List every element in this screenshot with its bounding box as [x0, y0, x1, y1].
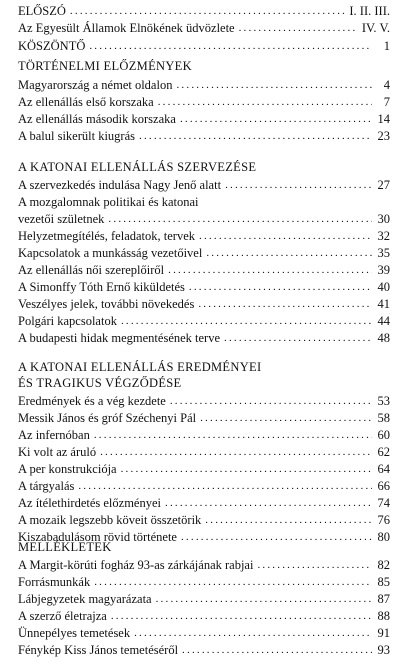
toc-entry-page: 76 — [377, 513, 390, 527]
toc-entry-page: I. II. III. — [349, 4, 390, 18]
toc-entry-title: A mozgalomnak politikai és katonai — [18, 195, 199, 209]
toc-entry-page: 82 — [377, 558, 390, 572]
toc-entry-page: 30 — [377, 212, 390, 226]
toc-entry-page: 48 — [377, 331, 390, 345]
dot-leader — [205, 513, 372, 527]
dot-leader — [156, 592, 372, 606]
dot-leader — [108, 212, 372, 226]
dot-leader — [168, 263, 372, 277]
toc-entry-page: 74 — [377, 496, 390, 510]
toc-front-entry — [18, 19, 390, 35]
dot-leader — [198, 297, 372, 311]
dot-leader — [89, 39, 372, 53]
toc-entry-title: KÖSZÖNTŐ — [18, 39, 86, 53]
dot-leader — [225, 178, 372, 192]
toc-entry-title: Az ellenállás második korszaka — [18, 112, 176, 126]
dot-leader — [182, 643, 372, 657]
section-heading: MELLÉKLETEK — [18, 540, 112, 554]
toc-entry — [18, 392, 390, 408]
toc-entry-page: 85 — [377, 575, 390, 589]
dot-leader — [100, 445, 372, 459]
toc-entry-page: 53 — [377, 394, 390, 408]
toc-entry-page: 80 — [377, 530, 390, 544]
toc-entry-page: IV. V. — [361, 21, 390, 35]
dot-leader — [158, 95, 372, 109]
toc-entry-page: 14 — [377, 112, 390, 126]
toc-entry-title: Fénykép Kiss János temetéséről — [18, 643, 179, 657]
section-heading: A KATONAI ELLENÁLLÁS SZERVEZÉSE — [18, 160, 257, 174]
toc-entry-title: A szerző életrajza — [18, 609, 107, 623]
dot-leader — [94, 428, 372, 442]
dot-leader — [170, 394, 372, 408]
toc-entry-page: 39 — [377, 263, 390, 277]
toc-entry — [18, 244, 390, 260]
toc-entry — [18, 460, 390, 476]
toc-entry-title: Kiszabadulásom rövid története — [18, 530, 177, 544]
toc-entry — [18, 261, 390, 277]
toc-entry-title: A balul sikerült kiugrás — [18, 129, 135, 143]
dot-leader — [199, 229, 372, 243]
dot-leader — [200, 411, 372, 425]
toc-entry-page: 93 — [377, 643, 390, 657]
toc-entry — [18, 312, 390, 328]
toc-front-entry — [18, 37, 390, 53]
section-heading: A KATONAI ELLENÁLLÁS EREDMÉNYEI — [18, 360, 262, 374]
toc-entry-title: Messik János és gróf Széchenyi Pál — [18, 411, 197, 425]
toc-entry-title: A budapesti hidak megmentésének terve — [18, 331, 221, 345]
toc-entry-page: 58 — [377, 411, 390, 425]
toc-entry-title: Az ítélethirdetés előzményei — [18, 496, 161, 510]
toc-entry-page: 27 — [377, 178, 390, 192]
toc-entry-title: Lábjegyzetek magyarázata — [18, 592, 152, 606]
dot-leader — [121, 314, 372, 328]
toc-entry — [18, 573, 390, 589]
toc-entry — [18, 295, 390, 311]
toc-entry — [18, 127, 390, 143]
toc-entry-page: 62 — [377, 445, 390, 459]
toc-entry — [18, 210, 390, 226]
toc-entry-title: A mozaik legszebb köveit összetörik — [18, 513, 202, 527]
toc-entry — [18, 511, 390, 527]
dot-leader — [165, 496, 372, 510]
section-heading: ÉS TRAGIKUS VÉGZŐDÉSE — [18, 376, 182, 390]
toc-entry — [18, 278, 390, 294]
toc-entry — [18, 590, 390, 606]
toc-entry-title: Eredmények és a vég kezdete — [18, 394, 166, 408]
toc-entry — [18, 329, 390, 345]
toc-entry-page: 66 — [377, 479, 390, 493]
toc-entry — [18, 556, 390, 572]
toc-entry-page: 23 — [377, 129, 390, 143]
toc-entry-title: Az infernóban — [18, 428, 90, 442]
toc-entry-page: 35 — [377, 246, 390, 260]
toc-entry-title: Veszélyes jelek, további növekedés — [18, 297, 195, 311]
dot-leader — [134, 626, 372, 640]
toc-entry — [18, 443, 390, 459]
toc-entry-title: Az Egyesült Államok Elnökének üdvözlete — [18, 21, 235, 35]
dot-leader — [78, 479, 372, 493]
toc-entry-page: 88 — [377, 609, 390, 623]
toc-entry — [18, 477, 390, 493]
toc-entry — [18, 426, 390, 442]
toc-entry — [18, 409, 390, 425]
toc-entry-page: 91 — [377, 626, 390, 640]
toc-front-entry — [18, 2, 390, 18]
toc-entry-title: Forrásmunkák — [18, 575, 91, 589]
toc-entry — [18, 607, 390, 623]
toc-entry-page: 7 — [383, 95, 390, 109]
toc-entry — [18, 494, 390, 510]
toc-entry-title: A Margit-körúti fogház 93-as zárkájának rabjai — [18, 558, 254, 572]
toc-entry — [18, 641, 390, 657]
toc-entry — [18, 110, 390, 126]
toc-entry-page: 32 — [377, 229, 390, 243]
toc-entry-page: 64 — [377, 462, 390, 476]
toc-entry — [18, 193, 390, 209]
toc-entry — [18, 176, 390, 192]
toc-entry-title: Az ellenállás első korszaka — [18, 95, 154, 109]
toc-entry-page: 4 — [383, 78, 390, 92]
toc-entry-title: Polgári kapcsolatok — [18, 314, 117, 328]
toc-entry — [18, 227, 390, 243]
toc-entry — [18, 93, 390, 109]
toc-entry-page: 41 — [377, 297, 390, 311]
dot-leader — [224, 331, 372, 345]
toc-entry-title: Kapcsolatok a munkásság vezetőivel — [18, 246, 203, 260]
dot-leader — [139, 129, 372, 143]
toc-entry-title: Ki volt az áruló — [18, 445, 97, 459]
toc-entry-page: 1 — [383, 39, 390, 53]
toc-entry-title: Magyarország a német oldalon — [18, 78, 173, 92]
dot-leader — [94, 575, 372, 589]
toc-entry-page: 87 — [377, 592, 390, 606]
dot-leader — [176, 78, 372, 92]
toc-entry-page: 44 — [377, 314, 390, 328]
toc-entry-title: vezetői születnek — [18, 212, 105, 226]
toc-entry-page: 60 — [377, 428, 390, 442]
toc-entry-title: Az ellenállás női szereplőiről — [18, 263, 165, 277]
dot-leader — [189, 280, 372, 294]
toc-entry — [18, 76, 390, 92]
toc-entry-title: Ünnepélyes temetések — [18, 626, 131, 640]
dot-leader — [111, 609, 372, 623]
toc-entry-title: A per konstrukciója — [18, 462, 117, 476]
toc-entry-title: A szervezkedés indulása Nagy Jenő alatt — [18, 178, 222, 192]
toc-entry-page: 40 — [377, 280, 390, 294]
toc-entry-title: Helyzetmegítélés, feladatok, tervek — [18, 229, 196, 243]
toc-entry-title: A tárgyalás — [18, 479, 75, 493]
dot-leader — [239, 21, 358, 35]
toc-entry-title: ELŐSZÓ — [18, 4, 66, 18]
dot-leader — [121, 462, 372, 476]
dot-leader — [70, 4, 345, 18]
dot-leader — [206, 246, 372, 260]
dot-leader — [180, 112, 372, 126]
toc-entry-title: A Simonffy Tóth Ernő kiküldetés — [18, 280, 185, 294]
section-heading: TÖRTÉNELMI ELŐZMÉNYEK — [18, 59, 192, 73]
dot-leader — [257, 558, 372, 572]
toc-entry — [18, 624, 390, 640]
